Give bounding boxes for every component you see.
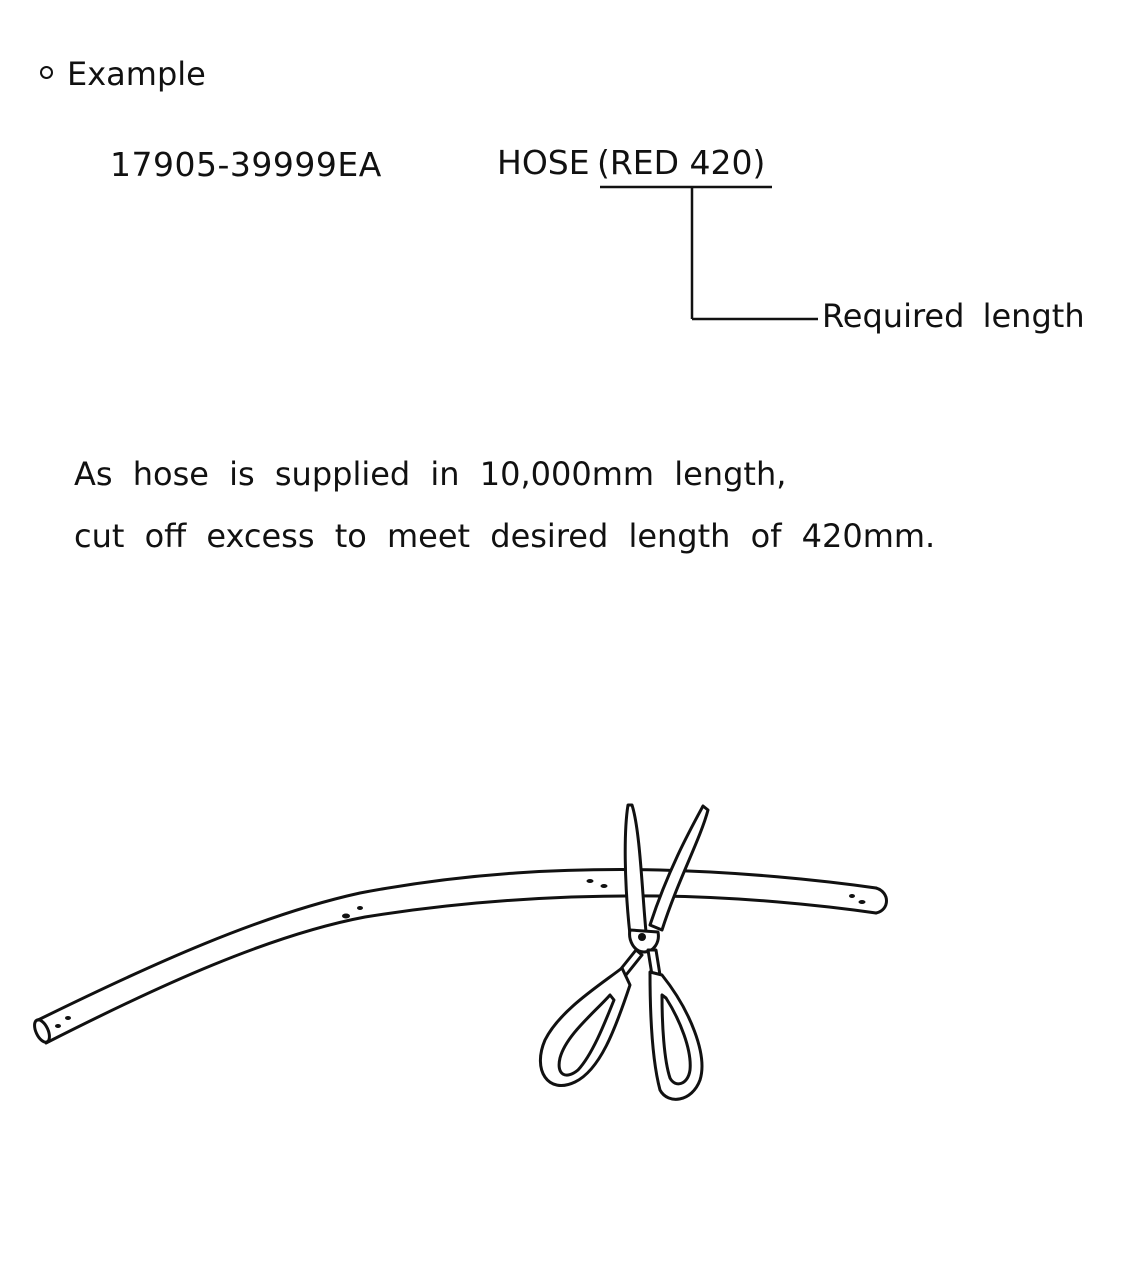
required-length-label: Required length xyxy=(822,297,1085,335)
scissors-icon xyxy=(540,805,708,1099)
callout-leader xyxy=(600,187,818,319)
part-spec: (RED 420) xyxy=(597,143,766,182)
part-number: 17905-39999EA xyxy=(110,145,382,184)
example-heading-text: Example xyxy=(67,55,206,93)
description-line-2: cut off excess to meet desired length of 420mm. xyxy=(74,517,936,555)
description-line-1: As hose is supplied in 10,000mm length, xyxy=(74,455,787,493)
part-name: HOSE xyxy=(497,143,590,182)
hose-icon xyxy=(31,870,886,1045)
